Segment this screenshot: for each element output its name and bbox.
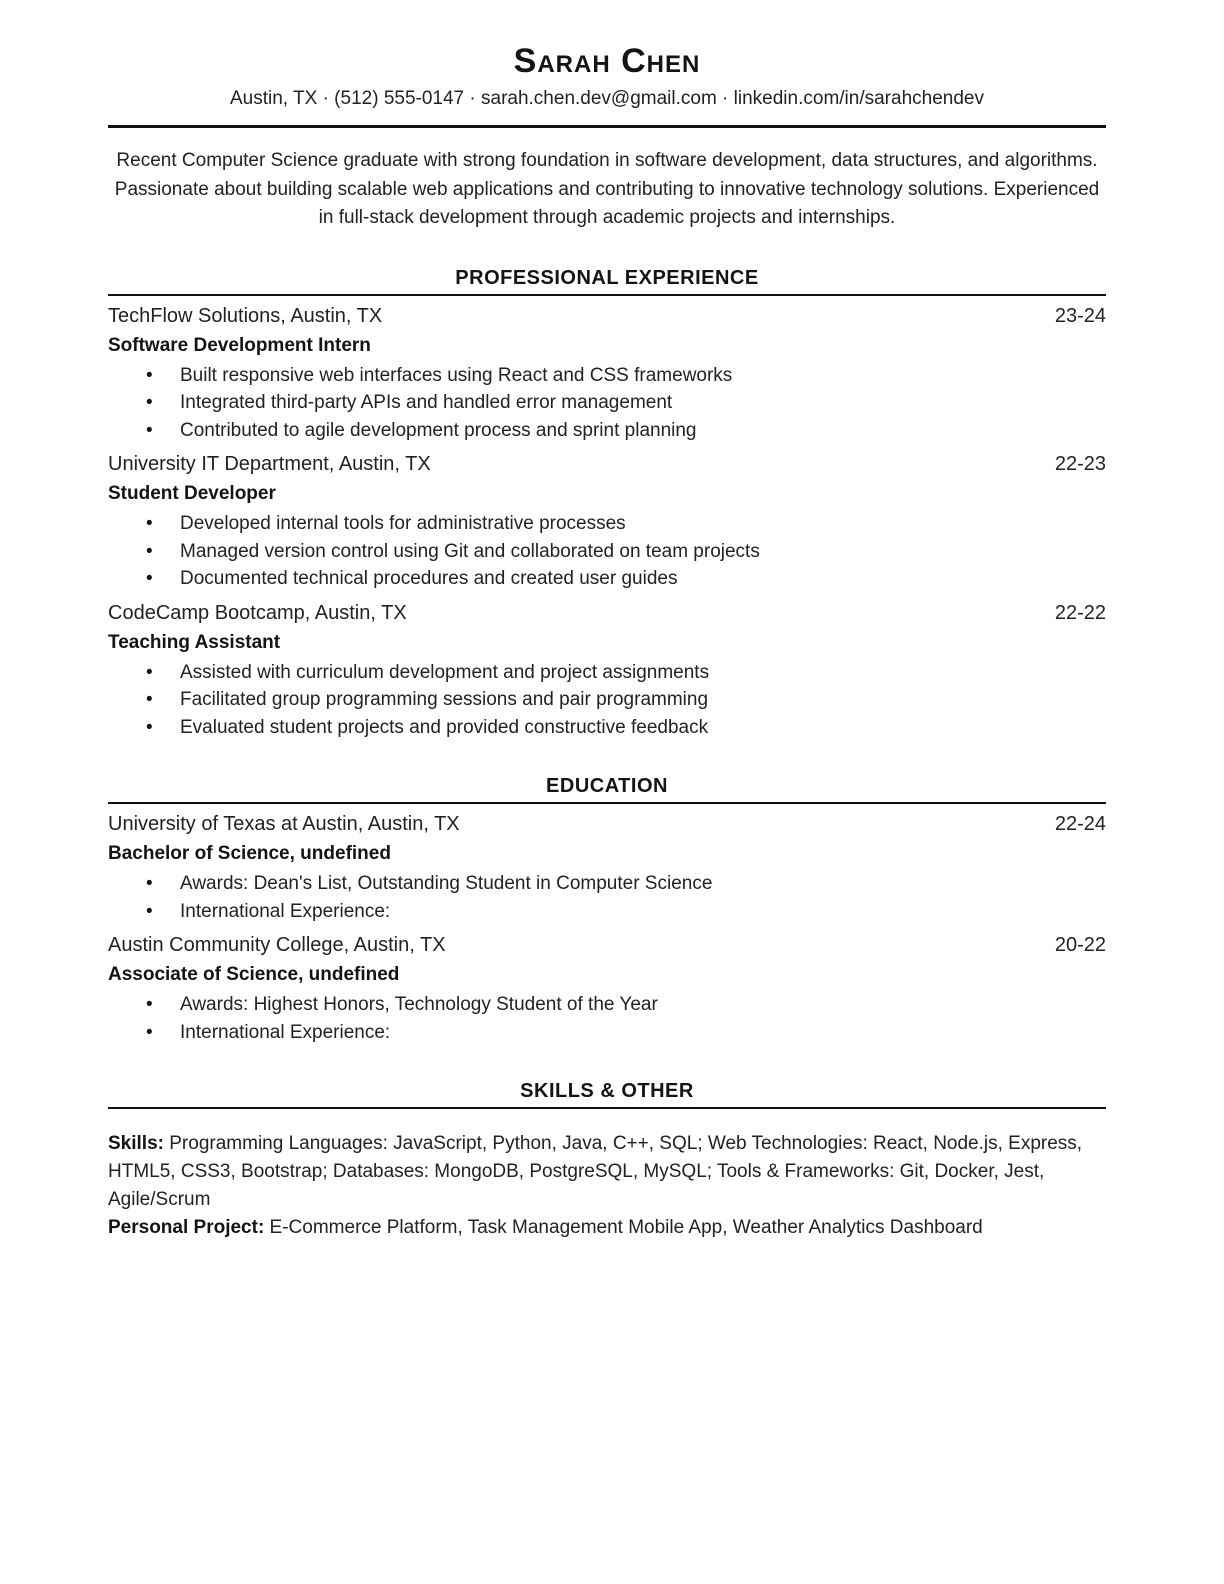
- bullet-item: • Integrated third-party APIs and handled error management: [108, 389, 1106, 417]
- bullet-list: [108, 991, 1106, 1046]
- bullet-item: • Facilitated group programming sessions and pair programming: [108, 686, 1106, 714]
- section-experience: [108, 266, 1106, 742]
- personal-project-label: Personal Project:: [108, 1217, 265, 1238]
- header-divider: [108, 125, 1106, 128]
- bullet-item: • Evaluated student projects and provided constructive feedback: [108, 714, 1106, 742]
- bullet-item: • Built responsive web interfaces using React and CSS frameworks: [108, 362, 1106, 390]
- personal-project-text: E-Commerce Platform, Task Management Mobile App, Weather Analytics Dashboard: [264, 1217, 983, 1238]
- bullet-item: • Awards: Dean's List, Outstanding Student in Computer Science: [108, 870, 1106, 898]
- skills-section-title: SKILLS & OTHER: [520, 1080, 694, 1102]
- entry-header: [108, 812, 1106, 837]
- skills-body: [108, 1130, 1106, 1242]
- section-education: [108, 774, 1106, 1046]
- skills-text: Programming Languages: JavaScript, Python, Java, C++, SQL; Web Technologies: React, Node.js, Express, HTML5, CSS3, Bootstrap; Databases: MongoDB, PostgreSQL, MySQL; Tools & Frameworks: Git, Docker, Jest, Agile/Scrum: [108, 1133, 1083, 1210]
- experience-entry: [108, 452, 1106, 593]
- bullet-list: [108, 870, 1106, 925]
- experience-entry: [108, 304, 1106, 445]
- summary-paragraph: Recent Computer Science graduate with strong foundation in software development, data structures, and algorithms. Passionate about building scalable web applications and contributing to innovative technology solutions. Experienced in full-stack development through academic projects and internships.: [114, 150, 1100, 228]
- section-divider: [108, 1107, 1106, 1109]
- org-name: TechFlow Solutions, Austin, TX: [108, 304, 383, 327]
- school-name: University of Texas at Austin, Austin, TX: [108, 813, 460, 835]
- role-title: Teaching Assistant: [108, 631, 281, 653]
- bullet-item: • Documented technical procedures and created user guides: [108, 565, 1106, 593]
- bullet-item: • Developed internal tools for administrative processes: [108, 510, 1106, 538]
- skills-label: Skills:: [108, 1133, 164, 1154]
- experience-entry: [108, 601, 1106, 742]
- bullet-item: • Contributed to agile development process and sprint planning: [108, 417, 1106, 445]
- section-skills: [108, 1079, 1106, 1242]
- entry-header: [108, 452, 1106, 477]
- experience-section-title: PROFESSIONAL EXPERIENCE: [455, 266, 759, 289]
- entry-dates: 23-24: [1054, 304, 1106, 327]
- bullet-item: • Assisted with curriculum development and project assignments: [108, 659, 1106, 687]
- org-name: University IT Department, Austin, TX: [108, 453, 431, 475]
- role-title: Student Developer: [108, 483, 276, 504]
- section-divider: [108, 802, 1106, 804]
- entry-dates: 20-22: [1054, 934, 1106, 956]
- entry-dates: 22-23: [1054, 453, 1106, 475]
- degree-title: Associate of Science, undefined: [108, 964, 400, 985]
- education-entry: [108, 933, 1106, 1046]
- section-divider: [108, 294, 1106, 296]
- bullet-item: • Managed version control using Git and collaborated on team projects: [108, 538, 1106, 566]
- contact-line: Austin, TX · (512) 555-0147 · sarah.chen.dev@gmail.com · linkedin.com/in/sarahchendev: [230, 88, 984, 109]
- bullet-list: [108, 510, 1106, 593]
- bullet-item: • Awards: Highest Honors, Technology Student of the Year: [108, 991, 1106, 1019]
- bullet-item: • International Experience:: [108, 898, 1106, 926]
- entry-header: [108, 601, 1106, 626]
- resume-header: [108, 42, 1106, 128]
- bullet-list: [108, 362, 1106, 445]
- org-name: CodeCamp Bootcamp, Austin, TX: [108, 601, 407, 624]
- education-entry: [108, 812, 1106, 925]
- school-name: Austin Community College, Austin, TX: [108, 934, 446, 956]
- entry-header: [108, 933, 1106, 958]
- entry-dates: 22-22: [1054, 601, 1106, 624]
- name-heading: Sarah Chen: [513, 42, 701, 80]
- entry-dates: 22-24: [1054, 813, 1106, 835]
- degree-title: Bachelor of Science, undefined: [108, 843, 391, 864]
- bullet-list: [108, 659, 1106, 742]
- education-section-title: EDUCATION: [546, 775, 668, 797]
- bullet-item: • International Experience:: [108, 1019, 1106, 1047]
- role-title: Software Development Intern: [108, 334, 371, 356]
- entry-header: [108, 304, 1106, 329]
